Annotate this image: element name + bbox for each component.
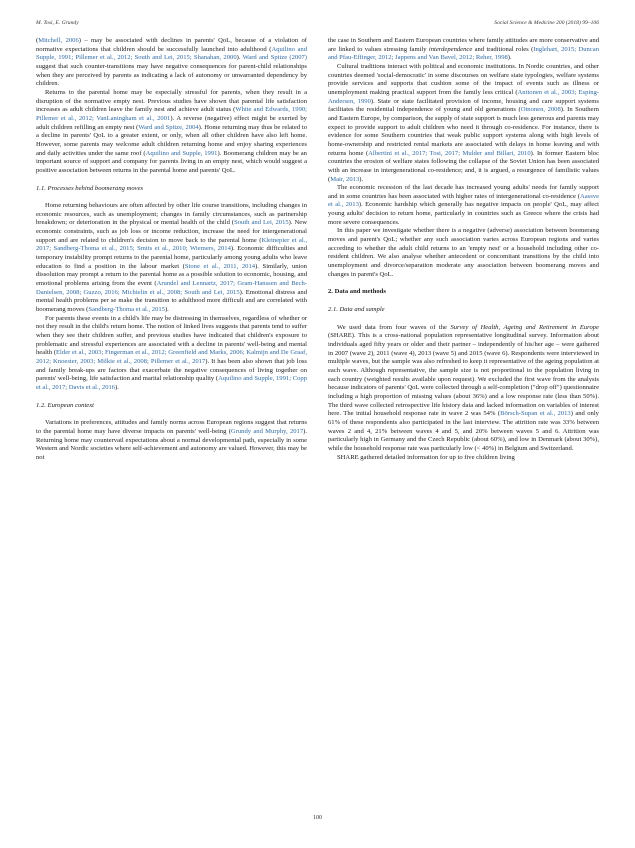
text-run: and traditional roles (: [472, 45, 534, 53]
text-run: In this paper we investigate whether there is a negative (adverse) association between boomerang moves and parent's QoL; whether any such association varies across European regions and varies according to whether the adult child returns to an 'empty nest' or a household including other co-resident children. We also analyse whether antecedent or concomitant transitions by the child into unemployment and divorce/separation moderate any association between boomerang moves and changes in parent's QoL.: [328, 227, 599, 278]
subsection-heading: 2.1. Data and sample: [328, 306, 385, 314]
text-run: ). Economic hardship which generally has negative impacts on people' QoL, may affect young adults' decision to return home, particularly in countries such as Greece where the crisis had more severe consequences.: [328, 201, 599, 226]
text-run: ).: [507, 54, 512, 62]
text-run: ). State or state facilitated provision of income, housing and care support systems facilitates the residential independence of young and old generations (: [328, 97, 599, 114]
paragraph: [328, 454, 599, 463]
text-run: ). Economic difficulties and temporary instability prompt returns to the parental home, particularly among young adults who leave education to find a position in the labour market (: [36, 245, 307, 270]
text-run: ). Similarly, union dissolution may prompt a return to the parental home as a possible solution to economic, housing, and emotional problems arising from the event (: [36, 262, 307, 288]
text-run: (SHARE). This is a cross-national population representative longitudinal survey. Information about individuals aged fifty years or older and their partner – independently of his/her age – were gathered in 2007 (wave 2), 2011 (wave 4), 2013 (wave 5) and 2015 (wave 6). Respondents were interviewed in multiple waves, but the sample was also refreshed to keep it representative of the ageing population at each wave. Although representative, the sample size is not proportional to the population living in each country (weighted results available upon request). We excluded the first wave from the analysis because indicators of parents' QoL were collected through a self-completion ("drop off") questionnaire including a high proportion of missing values (about 36%) and a low response rate (less than 50%). The third wave collected retrospective life history data and lacked information on variables of interest here. The initial household response rate in wave 2 was 54% (: [328, 332, 599, 418]
citation-link[interactable]: Aassve et al., 2013: [328, 192, 599, 209]
citation-link[interactable]: Aquilino and Supple, 1991: [145, 149, 218, 157]
paragraph: [36, 315, 307, 393]
text-run: ). Emotional distress and mental health problems per se make the transition to adulthood more difficult and are correlated with boomerang moves (: [36, 288, 307, 314]
text-run: suggest that such counter-transitions may have negative consequences for parent-child relationships when they are perceived by parents as indicating a lack of autonomy or unwarranted dependency by children.: [36, 62, 307, 88]
text-run: ).: [359, 175, 364, 183]
italic-text: interdependence: [428, 45, 473, 53]
running-header-journal: Social Science & Medicine 200 (2018) 99–106: [494, 20, 599, 26]
text-run: ). Boomerang children may be an important source of support and company for parents living in an empty nest, which would suggest a positive association between returns in the parental home and parents' QoL.: [36, 149, 307, 174]
text-run: ). Returning home may countervail expectations about a normal developmental path, especially in some Western and Nordic societies where self-achievement and autonomy are valued. However, this may be not: [36, 427, 307, 461]
citation-link[interactable]: Albertini et al., 2017; Tosi, 2017; Mulder and Billari, 2010: [368, 149, 531, 157]
paragraph: [36, 89, 307, 176]
text-run: Returns to the parental home may be especially stressful for parents, when they result in a disruption of the normative empty nest. Previous studies have shown that parental life satisfaction increases as adult children leave the family nest and achieve adult status (: [36, 88, 307, 114]
paragraph: [328, 324, 599, 454]
citation-link[interactable]: Börsch-Supan et al., 2013: [500, 410, 571, 418]
citation-link[interactable]: Aquilino and Supple, 1991; Copp et al., 2017; Davis et al., 2016: [36, 375, 307, 391]
text-run: ). In Southern and Eastern Europe, by comparison, the supply of state support is much less generous and parents may expect to provide support to adult children who need it through co-residence. For instance, there is evidence for some Southern countries that weak public support systems along with high levels of home-ownership and restricted rental markets are associated with delays in home leaving and with returns home (: [328, 106, 600, 157]
right-column: [328, 37, 599, 462]
section-heading: 1.1. Processes behind boomerang moves: [36, 184, 144, 192]
citation-link[interactable]: Mitchell, 2006: [38, 37, 79, 44]
text-run: Variations in preferences, attitudes and family norms across European regions suggest that returns to the parental home may have diverse impacts on parents' well-being (: [36, 419, 307, 435]
text-run: ) and only 61% of these respondents also participated in the last interview. The attrition rate was 33% between waves 2 and 4, 21% between waves 4 and 5, and 20% between waves 5 and 6. Attrition was particularly high in Germany and the Czech Republic (about 60%), and low in Denmark (about 30%), while the household response rate was particularly low (< 40%) in Belgium and Switzerland.: [328, 410, 599, 452]
running-header-authors: M. Tosi, E. Grundy: [36, 20, 79, 26]
text-run: ) – may be associated with declines in parents' QoL, because of a violation of normative expectations that children should be successfully launched into adulthood (: [36, 37, 308, 53]
citation-link[interactable]: Kleinepier et al., 2017; Sandberg-Thoma et al., 2015; Smits et al., 2010; Wiemers, 2014: [36, 236, 307, 253]
citation-link[interactable]: Sandberg-Thoma et al., 2015: [88, 306, 165, 314]
citation-link[interactable]: Aquilino and Supple, 1991; Pillemer et al., 2012; South and Lei, 2015; Shanahan, 2000: [36, 45, 307, 62]
citation-link[interactable]: Ward and Spitze (2007): [242, 54, 308, 62]
paragraph: [36, 37, 307, 89]
text-run: ).: [115, 383, 119, 391]
left-column: [36, 37, 307, 463]
citation-link[interactable]: Ward and Spitze, 2004: [138, 123, 199, 131]
text-run: ).: [164, 306, 169, 314]
text-run: ).: [236, 54, 243, 62]
section-heading: 2. Data and methods: [328, 288, 386, 296]
citation-link[interactable]: Grundy and Murphy, 2017: [230, 427, 304, 435]
text-run: SHARE gathered detailed information for up to five children living: [337, 453, 515, 461]
citation-link[interactable]: Elder et al., 2003; Fingerman et al., 2012; Greenfield and Marks, 2006; Kalmijn and De Graaf, 2012; Knoester, 2003; Milkie et al., 2008; Pillemer et al., 2017: [36, 349, 307, 365]
paragraph: [328, 63, 599, 184]
citation-link[interactable]: Anttonen et al., 2003; Esping-Andersen, 1990: [328, 88, 599, 105]
text-run: ). A reverse (negative) effect might be exerted by adult children refilling an empty nest (: [36, 114, 307, 131]
paragraph: [328, 227, 599, 279]
paragraph: [36, 419, 307, 462]
text-run: Home returning behaviours are often affected by other life course transitions, including changes in economic resources, such as unemployment; changes in family circumstances, such as partnership breakdown; or deterioration in the physical or mental health of the child (: [36, 202, 307, 227]
text-run: For parents these events in a child's life may be distressing in themselves, regardless of whether or not they result in the child's return home. The notion of linked lives suggests that parents tend to suffer when they see their children suffer, and previous studies have indicated that children's exposure to problematic and stressful experiences are associated with a decline in parents' well-being and mental health (: [36, 314, 307, 357]
text-run: We used data from four waves of the: [337, 323, 451, 331]
citation-link[interactable]: Mair, 2013: [330, 175, 360, 183]
citation-link[interactable]: South and Lei, 2015: [234, 219, 289, 227]
text-run: ). In former Eastern bloc countries the erosion of welfare states following the collapse of the Soviet Union has been associated with an increase in intergenerational co-residence; and, it is argued, a resurgence of familistic values (: [328, 149, 600, 183]
citation-link[interactable]: White and Edwards, 1990; Pillemer et al., 2012; VanLaningham et al., 2001: [36, 106, 307, 122]
citation-link[interactable]: Arundel and Lennartz, 2017; Gram-Hanssen and Bech-Danielsen, 2008; Guzzo, 2016; Michielin et al., 2008; South and Lei, 2015: [36, 280, 307, 296]
citation-link[interactable]: Oinonen, 2008: [520, 106, 561, 114]
text-run: Cultural traditions interact with political and economic institutions. In Nordic countries, and other countries deemed 'social-democratic' in some discourses on welfare state typologies, welfare systems provide services and supports that cushion some of the impact of events such as illness or unemployment making practical support from the family less critical (: [328, 62, 599, 96]
text-run: The economic recession of the last decade has increased young adults' needs for family support and in some countries has been associated with higher rates of intergenerational co-residence (: [328, 184, 599, 200]
paragraph: [328, 184, 599, 227]
italic-text: Survey of Health, Ageing and Retirement in Europe: [450, 323, 599, 331]
section-heading: 1.2. European context: [36, 401, 94, 409]
paragraph: [328, 37, 599, 63]
text-run: the case in Southern and Eastern European countries where family attitudes are more conservative and are linked to values stressing family: [328, 37, 599, 53]
text-run: ). Home returning may thus be related to a decline in parents' QoL to a greater extent, or only, when all other children have also left home. However, some parents may welcome adult children returning home and enjoy sharing experiences and daily activities under the same roof (: [36, 123, 307, 157]
text-run: ). It has been also shown that job loss and family break-ups are factors that exacerbate the negative consequences of living together on parents' well-being, life satisfaction and marital relationship quality (: [36, 357, 308, 383]
page-number: 100: [313, 815, 322, 821]
citation-link[interactable]: Stone et al., 2011, 2014: [184, 262, 256, 270]
citation-link[interactable]: Inglehart, 2015; Duncan and Pfau-Effinger, 2012; Jappens and Van Bavel, 2012; Reher, 1998: [328, 45, 599, 62]
text-run: ). New economic constraints, such as job loss or income reduction, increase the need for intergenerational support and are related to children's decision to move back to the parental home (: [36, 219, 307, 244]
text-run: (: [36, 37, 39, 44]
paragraph: [36, 202, 307, 315]
